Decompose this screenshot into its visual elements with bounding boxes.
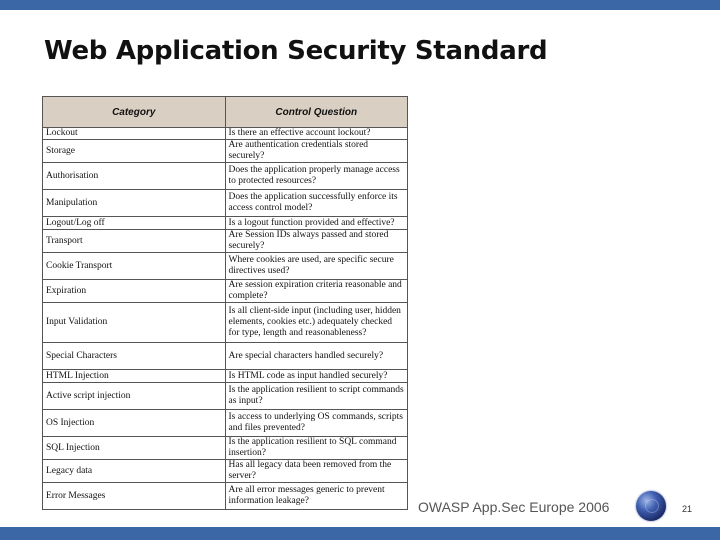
category-cell: Expiration bbox=[43, 280, 226, 303]
question-cell: Has all legacy data been removed from the server? bbox=[225, 460, 408, 483]
question-cell: Is the application resilient to SQL command insertion? bbox=[225, 437, 408, 460]
footer-conference-text: OWASP App.Sec Europe 2006 bbox=[418, 499, 610, 515]
category-cell: Special Characters bbox=[43, 343, 226, 370]
category-cell: Logout/Log off bbox=[43, 217, 226, 230]
table-row bbox=[43, 343, 408, 370]
question-cell: Are special characters handled securely? bbox=[225, 343, 408, 370]
bottom-accent-bar bbox=[0, 527, 720, 540]
column-header-control-question: Control Question bbox=[225, 97, 408, 128]
table-row bbox=[43, 253, 408, 280]
table-row bbox=[43, 163, 408, 190]
question-cell: Is all client-side input (including user, hidden elements, cookies etc.) adequately checked for type, length and reasonableness? bbox=[225, 303, 408, 343]
question-cell: Where cookies are used, are specific secure directives used? bbox=[225, 253, 408, 280]
table-row bbox=[43, 280, 408, 303]
table-row bbox=[43, 303, 408, 343]
question-cell: Are session expiration criteria reasonable and complete? bbox=[225, 280, 408, 303]
table-row bbox=[43, 217, 408, 230]
category-cell: SQL Injection bbox=[43, 437, 226, 460]
page-number: 21 bbox=[682, 504, 693, 514]
table-row bbox=[43, 190, 408, 217]
category-cell: Input Validation bbox=[43, 303, 226, 343]
table-row bbox=[43, 410, 408, 437]
table-row bbox=[43, 460, 408, 483]
table-header-row bbox=[43, 97, 408, 128]
category-cell: HTML Injection bbox=[43, 370, 226, 383]
category-cell: Active script injection bbox=[43, 383, 226, 410]
category-cell: Manipulation bbox=[43, 190, 226, 217]
question-cell: Does the application properly manage access to protected resources? bbox=[225, 163, 408, 190]
category-cell: Error Messages bbox=[43, 483, 226, 510]
category-cell: Legacy data bbox=[43, 460, 226, 483]
table-row bbox=[43, 230, 408, 253]
category-cell: Storage bbox=[43, 140, 226, 163]
category-cell: Transport bbox=[43, 230, 226, 253]
security-standard-table-container bbox=[42, 96, 408, 506]
category-cell: OS Injection bbox=[43, 410, 226, 437]
category-cell: Cookie Transport bbox=[43, 253, 226, 280]
category-cell: Authorisation bbox=[43, 163, 226, 190]
category-cell: Lockout bbox=[43, 128, 226, 140]
question-cell: Are authentication credentials stored securely? bbox=[225, 140, 408, 163]
table-row bbox=[43, 383, 408, 410]
question-cell: Is there an effective account lockout? bbox=[225, 128, 408, 140]
table-row bbox=[43, 370, 408, 383]
column-header-category: Category bbox=[43, 97, 226, 128]
question-cell: Are all error messages generic to prevent information leakage? bbox=[225, 483, 408, 510]
question-cell: Is access to underlying OS commands, scripts and files prevented? bbox=[225, 410, 408, 437]
table-row bbox=[43, 437, 408, 460]
question-cell: Does the application successfully enforce its access control model? bbox=[225, 190, 408, 217]
question-cell: Is HTML code as input handled securely? bbox=[225, 370, 408, 383]
table-row bbox=[43, 140, 408, 163]
table-row bbox=[43, 128, 408, 140]
question-cell: Is the application resilient to script commands as input? bbox=[225, 383, 408, 410]
owasp-globe-icon bbox=[636, 491, 666, 521]
question-cell: Are Session IDs always passed and stored securely? bbox=[225, 230, 408, 253]
security-standard-table bbox=[42, 96, 408, 510]
table-row bbox=[43, 483, 408, 510]
top-accent-bar bbox=[0, 0, 720, 10]
slide-title: Web Application Security Standard bbox=[44, 36, 548, 66]
question-cell: Is a logout function provided and effective? bbox=[225, 217, 408, 230]
